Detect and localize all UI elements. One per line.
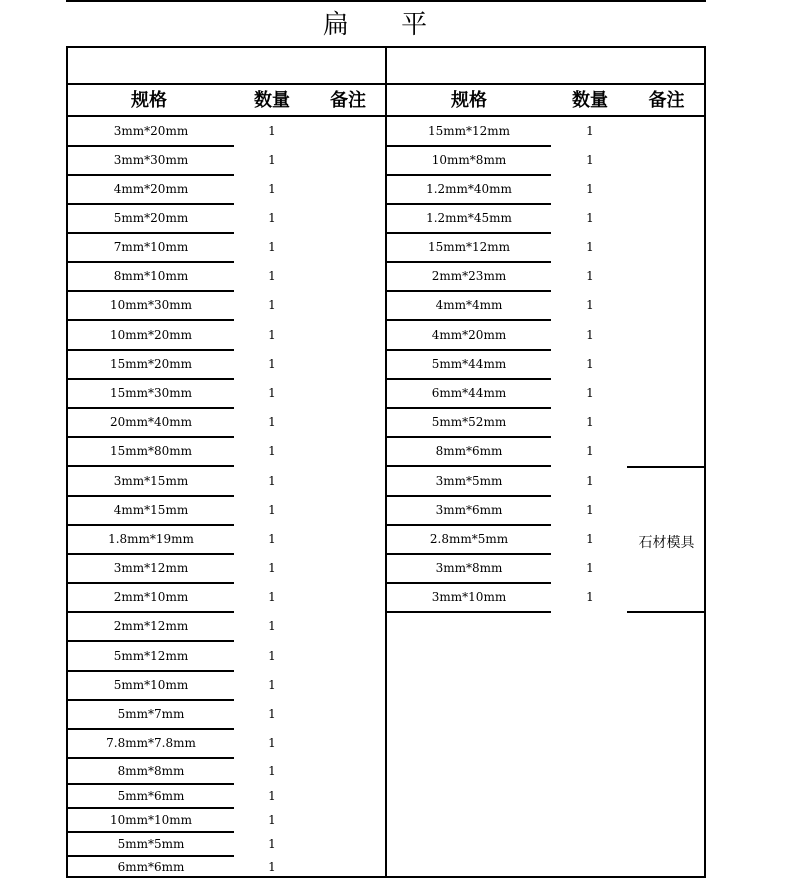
qty-cell: 1	[586, 211, 594, 225]
qty-cell: 1	[268, 211, 276, 225]
spec-cell: 6mm*44mm	[431, 386, 507, 400]
spec-cell: 7.8mm*7.8mm	[106, 736, 196, 750]
qty-cell: 1	[268, 124, 276, 138]
qty-cell: 1	[268, 837, 276, 851]
spec-cell: 6mm*6mm	[117, 860, 185, 874]
spec-cell: 15mm*30mm	[109, 386, 193, 400]
spec-cell: 5mm*6mm	[117, 789, 185, 803]
qty-cell: 1	[586, 328, 594, 342]
right-header-remark: 备注	[648, 90, 685, 111]
remark-bottom-rule	[627, 611, 706, 613]
qty-cell: 1	[268, 269, 276, 283]
qty-cell: 1	[268, 649, 276, 663]
spec-cell: 10mm*10mm	[109, 813, 193, 827]
spec-cell: 3mm*10mm	[431, 590, 507, 604]
page-title: 扁 平	[322, 10, 450, 40]
spec-cell: 5mm*52mm	[431, 415, 507, 429]
spec-cell: 5mm*12mm	[113, 649, 189, 663]
qty-cell: 1	[268, 153, 276, 167]
qty-cell: 1	[586, 590, 594, 604]
qty-cell: 1	[586, 415, 594, 429]
qty-cell: 1	[268, 590, 276, 604]
qty-cell: 1	[268, 298, 276, 312]
qty-cell: 1	[586, 182, 594, 196]
right-header-spec: 规格	[451, 90, 487, 111]
right-header-qty: 数量	[572, 90, 608, 111]
qty-cell: 1	[268, 386, 276, 400]
spec-cell: 3mm*8mm	[435, 561, 503, 575]
spec-cell: 4mm*20mm	[431, 328, 507, 342]
qty-cell: 1	[268, 736, 276, 750]
qty-cell: 1	[268, 764, 276, 778]
spec-cell: 15mm*80mm	[109, 444, 193, 458]
spec-cell: 5mm*44mm	[431, 357, 507, 371]
qty-cell: 1	[586, 153, 594, 167]
spec-cell: 5mm*20mm	[113, 211, 189, 225]
qty-cell: 1	[268, 328, 276, 342]
qty-cell: 1	[268, 532, 276, 546]
qty-cell: 1	[586, 357, 594, 371]
qty-cell: 1	[586, 503, 594, 517]
qty-cell: 1	[268, 357, 276, 371]
spec-cell: 7mm*10mm	[113, 240, 189, 254]
qty-cell: 1	[268, 619, 276, 633]
qty-cell: 1	[268, 707, 276, 721]
spec-cell: 1.2mm*45mm	[426, 211, 512, 225]
spec-cell: 10mm*20mm	[109, 328, 193, 342]
right-remark-text: 石材模具	[638, 535, 695, 551]
row-rule	[387, 611, 551, 613]
spec-cell: 8mm*8mm	[117, 764, 185, 778]
spec-cell: 1.8mm*19mm	[108, 532, 194, 546]
qty-cell: 1	[268, 813, 276, 827]
qty-cell: 1	[268, 240, 276, 254]
qty-cell: 1	[268, 474, 276, 488]
spec-cell: 8mm*6mm	[435, 444, 503, 458]
spec-cell: 1.2mm*40mm	[426, 182, 512, 196]
spec-cell: 3mm*12mm	[113, 561, 189, 575]
remark-top-rule	[627, 466, 706, 468]
qty-cell: 1	[268, 789, 276, 803]
spec-cell: 15mm*20mm	[109, 357, 193, 371]
spec-cell: 4mm*20mm	[113, 182, 189, 196]
qty-cell: 1	[586, 386, 594, 400]
spec-cell: 2mm*23mm	[431, 269, 507, 283]
spec-cell: 3mm*6mm	[435, 503, 503, 517]
qty-cell: 1	[268, 444, 276, 458]
spec-cell: 5mm*10mm	[113, 678, 189, 692]
spec-cell: 10mm*30mm	[109, 298, 193, 312]
left-header-remark: 备注	[330, 90, 366, 111]
spec-cell: 15mm*12mm	[427, 240, 511, 254]
qty-cell: 1	[586, 298, 594, 312]
qty-cell: 1	[268, 415, 276, 429]
spec-cell: 2mm*10mm	[113, 590, 189, 604]
left-header-qty: 数量	[254, 90, 290, 111]
qty-cell: 1	[586, 532, 594, 546]
qty-cell: 1	[586, 240, 594, 254]
spec-cell: 3mm*5mm	[435, 474, 503, 488]
spec-cell: 3mm*30mm	[113, 153, 189, 167]
qty-cell: 1	[268, 182, 276, 196]
spec-cell: 20mm*40mm	[109, 415, 193, 429]
qty-cell: 1	[268, 678, 276, 692]
spec-cell: 5mm*5mm	[117, 837, 185, 851]
qty-cell: 1	[586, 124, 594, 138]
qty-cell: 1	[586, 444, 594, 458]
qty-cell: 1	[268, 860, 276, 874]
spec-cell: 3mm*15mm	[113, 474, 189, 488]
spec-cell: 2.8mm*5mm	[429, 532, 509, 546]
spec-cell: 8mm*10mm	[113, 269, 189, 283]
spec-cell: 5mm*7mm	[117, 707, 185, 721]
qty-cell: 1	[268, 561, 276, 575]
top-rule	[66, 0, 706, 2]
spec-cell: 10mm*8mm	[431, 153, 507, 167]
spec-cell: 4mm*4mm	[435, 298, 503, 312]
spec-cell: 15mm*12mm	[427, 124, 511, 138]
left-header-spec: 规格	[131, 90, 167, 111]
qty-cell: 1	[586, 561, 594, 575]
qty-cell: 1	[268, 503, 276, 517]
qty-cell: 1	[586, 474, 594, 488]
spec-cell: 4mm*15mm	[113, 503, 189, 517]
spec-cell: 3mm*20mm	[113, 124, 189, 138]
header-top-rule	[66, 83, 706, 85]
spec-cell: 2mm*12mm	[113, 619, 189, 633]
qty-cell: 1	[586, 269, 594, 283]
